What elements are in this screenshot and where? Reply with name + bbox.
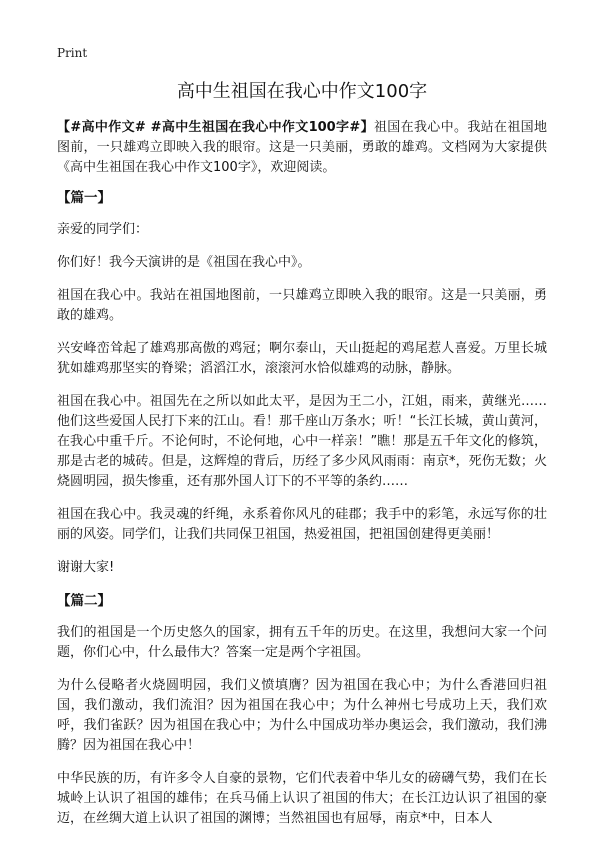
section-heading-2: 【篇二】 xyxy=(57,593,111,609)
paragraph: 你们好！我今天演讲的是《祖国在我心中》。 xyxy=(57,255,311,270)
paragraph: 祖国在我心中。我灵魂的纤绳，永系着你风凡的硅郡；我手中的彩笔，永远写你的壮丽的风姿。同学们，让我们共同保卫祖国，热爱祖国，把祖国创建得更美丽！ xyxy=(57,507,547,542)
paragraph: 为什么侵略者火烧圆明园，我们义愤填膺？因为祖国在我心中；为什么香港回归祖国，我们激动，我们流泪？因为祖国在我心中；为什么神州七号成功上天，我们欢呼，我们雀跃？因为祖国在我心中；为什么中国成功举办奥运会，我们激动，我们沸腾？因为祖国在我心中！ xyxy=(57,678,547,753)
paragraph: 祖国在我心中。我站在祖国地图前，一只雄鸡立即映入我的眼帘。这是一只美丽，勇敢的雄鸡。 xyxy=(57,288,547,323)
paragraph: 祖国在我心中。祖国先在之所以如此太平，是因为王二小，江姐，雨来，黄继光……他们这些爱国人民打下来的江山。看！那千座山万条水；听！“长江长城，黄山黄河，在我心中重千斤。不论何时，不论何地，心中一样亲！”瞧！那是五千年文化的修筑，那是古老的城砖。但是，这辉煌的背后，历经了多少风风雨雨：南京*，死伤无数；火烧圆明园，损失惨重，还有那外国人订下的不平等的条约…… xyxy=(57,394,547,489)
paragraph: 谢谢大家! xyxy=(57,560,115,575)
paragraph: 兴安峰峦耸起了雄鸡那高傲的鸡冠；啊尔泰山，天山挺起的鸡尾惹人喜爱。万里长城犹如雄鸡那坚实的脊梁；滔滔江水，滚滚河水恰似雄鸡的动脉，静脉。 xyxy=(57,341,547,376)
intro-text: 祖国在我心中。我站在祖国地图前，一只雄鸡立即映入我的眼帘。这是一只美丽，勇敢的雄鸡。文档网为大家提供《高中生祖国在我心中作文100字》，欢迎阅读。 xyxy=(57,120,547,175)
intro-tag: 【#高中作文# #高中生祖国在我心中作文100字#】 xyxy=(57,120,374,135)
intro-paragraph xyxy=(57,118,547,178)
section-heading-1: 【篇一】 xyxy=(57,190,111,206)
paragraph: 我们的祖国是一个历史悠久的国家，拥有五千年的历史。在这里，我想问大家一个问题，你们心中，什么最伟大？答案一定是两个字祖国。 xyxy=(57,625,547,660)
paragraph: 亲爱的同学们： xyxy=(57,222,149,237)
page-title: 高中生祖国在我心中作文100字 xyxy=(176,81,428,102)
print-label: Print xyxy=(57,46,88,60)
paragraph: 中华民族的历，有许多令人自豪的景物，它们代表着中华儿女的磅礴气势，我们在长城岭上认识了祖国的雄伟；在兵马俑上认识了祖国的伟大；在长江边认识了祖国的豪迈，在丝绸大道上认识了祖国的渊博；当然祖国也有屈辱，南京*中，日本人 xyxy=(57,771,547,826)
article-body xyxy=(57,118,547,842)
